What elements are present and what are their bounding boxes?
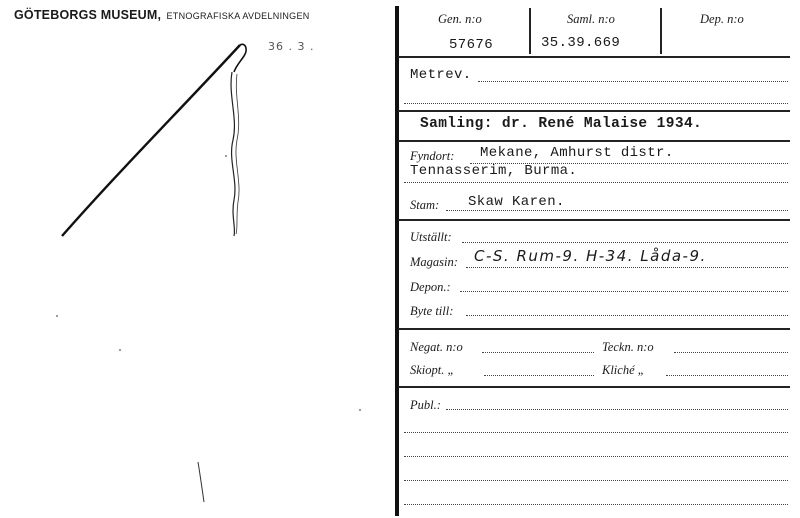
magasin-label: Magasin:: [410, 255, 458, 269]
header-separator-2: [660, 8, 662, 54]
divider-5: [398, 386, 790, 388]
margin-note: 36 . 3 .: [268, 40, 315, 53]
negat-label: Negat. n:o: [410, 340, 463, 354]
gen-label: Gen. n:o: [438, 12, 482, 26]
card-left-border: [395, 6, 399, 516]
kliche-label: Kliché „: [602, 363, 645, 377]
department-name: ETNOGRAFISKA AVDELNINGEN: [166, 11, 310, 21]
stam-value: Skaw Karen.: [468, 194, 565, 210]
magasin-value: C-S. Rum-9. H-34. Låda-9.: [474, 247, 707, 265]
saml-label: Saml. n:o: [567, 12, 615, 26]
object-name: Metrev.: [410, 67, 472, 83]
gen-value: 57676: [449, 37, 494, 53]
divider-1: [398, 110, 790, 112]
saml-value: 35.39.669: [541, 35, 621, 51]
byte-label: Byte till:: [410, 304, 454, 318]
skiopt-label: Skiopt. „: [410, 363, 455, 377]
collection-text: Samling: dr. René Malaise 1934.: [420, 116, 703, 132]
teckn-label: Teckn. n:o: [602, 340, 654, 354]
divider-3: [398, 219, 790, 221]
stam-label: Stam:: [410, 198, 440, 212]
publ-label: Publ.:: [410, 398, 441, 412]
fyndort-label: Fyndort:: [410, 149, 455, 163]
divider-4: [398, 328, 790, 330]
depon-label: Depon.:: [410, 280, 451, 294]
fyndort-value: Mekane, Amhurst distr.: [480, 145, 674, 161]
divider-header: [398, 56, 790, 58]
dep-label: Dep. n:o: [700, 12, 744, 26]
divider-2: [398, 140, 790, 142]
museum-name: GÖTEBORGS MUSEUM,: [14, 8, 162, 22]
utstallt-label: Utställt:: [410, 230, 452, 244]
header-separator-1: [529, 8, 531, 54]
fyndort-value-2: Tennasserim, Burma.: [410, 163, 578, 179]
